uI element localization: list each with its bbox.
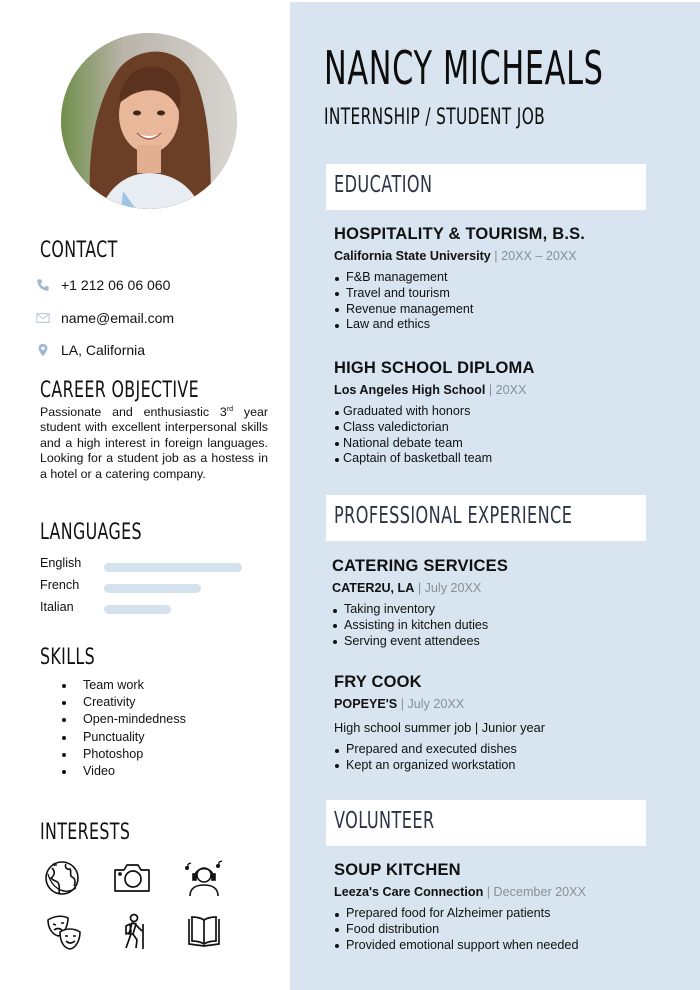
objective-text-part2: year student with excellent interpersonal skills and a high interest in foreign languages. Looking for a student job as a hostess in a hotel or a catering company. <box>40 405 269 481</box>
skill-item: Team work <box>62 677 186 694</box>
entry-date: July 20XX <box>424 581 482 595</box>
entry-title: HIGH SCHOOL DIPLOMA <box>334 359 535 377</box>
contact-phone-text: +1 212 06 06 060 <box>61 277 171 293</box>
experience-entry <box>332 556 652 649</box>
bullet-item: National debate team <box>334 436 654 452</box>
skills-heading: SKILLS <box>40 645 95 670</box>
entry-org-line <box>334 884 654 900</box>
entry-separator: | <box>494 249 498 263</box>
entry-bullets <box>334 906 654 953</box>
main-panel <box>290 2 700 990</box>
entry-separator: | <box>400 697 404 711</box>
entry-bullets <box>332 602 652 649</box>
bullet-item: Graduated with honors <box>334 404 654 420</box>
language-french-bar <box>104 584 201 593</box>
bullet-item: Revenue management <box>334 302 654 318</box>
entry-date: July 20XX <box>407 697 465 711</box>
entry-title: CATERING SERVICES <box>332 557 509 575</box>
entry-org: POPEYE'S <box>334 697 398 711</box>
entry-note: High school summer job | Junior year <box>334 720 546 735</box>
bullet-item: F&B management <box>334 270 654 286</box>
language-french-label: French <box>40 578 80 592</box>
objective-text-part1: Passionate and enthusiastic 3 <box>40 405 227 419</box>
entry-bullets <box>334 270 654 333</box>
entry-title: FRY COOK <box>334 673 422 691</box>
language-italian-bar <box>104 605 171 614</box>
bullet-item: Captain of basketball team <box>334 451 654 467</box>
career-objective-heading: CAREER OBJECTIVE <box>40 378 199 403</box>
career-objective-text <box>40 405 268 482</box>
bullet-item: Taking inventory <box>332 602 652 618</box>
entry-title: HOSPITALITY & TOURISM, B.S. <box>334 225 586 243</box>
bullet-item: Assisting in kitchen duties <box>332 618 652 634</box>
entry-separator: | <box>486 885 491 899</box>
profile-photo-image <box>61 33 237 209</box>
contact-heading: CONTACT <box>40 238 118 263</box>
education-heading: EDUCATION <box>334 172 433 198</box>
contact-location <box>36 342 145 358</box>
music-headphones-icon <box>184 858 224 898</box>
entry-org-line <box>334 382 654 398</box>
bullet-item: Class valedictorian <box>334 420 654 436</box>
skill-item: Open-mindedness <box>62 711 186 728</box>
entry-org-line <box>332 580 652 596</box>
profile-photo <box>61 33 237 209</box>
language-italian-label: Italian <box>40 600 74 614</box>
contact-phone <box>36 277 170 293</box>
entry-separator: | <box>417 581 422 595</box>
languages-heading: LANGUAGES <box>40 520 142 545</box>
entry-separator: | <box>488 383 493 397</box>
left-sidebar <box>0 0 290 990</box>
entry-date: 20XX <box>495 383 527 397</box>
experience-entry <box>334 672 654 774</box>
bullet-item: Provided emotional support when needed <box>334 938 654 954</box>
volunteer-section-header <box>326 800 646 846</box>
phone-icon <box>36 278 50 292</box>
entry-org: Leeza's Care Connection <box>334 885 484 899</box>
entry-bullets <box>334 742 654 774</box>
contact-email-text: name@email.com <box>61 310 175 326</box>
entry-org: CATER2U, LA <box>332 581 415 595</box>
skills-list <box>62 677 186 780</box>
bullet-item: Food distribution <box>334 922 654 938</box>
entry-org-line <box>334 696 654 712</box>
theater-masks-icon <box>44 912 84 952</box>
book-icon <box>184 912 224 952</box>
contact-location-text: LA, California <box>61 342 146 358</box>
skill-item: Photoshop <box>62 746 186 763</box>
skill-item: Video <box>62 763 186 780</box>
language-english-label: English <box>40 556 82 570</box>
volunteer-heading: VOLUNTEER <box>334 808 435 834</box>
skill-item: Punctuality <box>62 729 186 746</box>
candidate-name: NANCY MICHEALS <box>324 41 604 95</box>
education-entry <box>334 358 654 467</box>
skill-item: Creativity <box>62 694 186 711</box>
entry-date: 20XX – 20XX <box>501 249 577 263</box>
education-section-header <box>326 164 646 210</box>
entry-org-line <box>334 248 654 264</box>
contact-email <box>36 310 174 326</box>
experience-section-header <box>326 495 646 541</box>
candidate-subtitle: INTERNSHIP / STUDENT JOB <box>324 105 546 130</box>
volunteer-entry <box>334 860 654 953</box>
bullet-item: Serving event attendees <box>332 634 652 650</box>
email-icon <box>36 311 50 325</box>
bullet-item: Kept an organized workstation <box>334 758 654 774</box>
entry-org: Los Angeles High School <box>334 383 486 397</box>
education-entry <box>334 224 654 333</box>
entry-title: SOUP KITCHEN <box>334 861 461 879</box>
entry-org: California State University <box>334 249 491 263</box>
hiking-icon <box>114 912 154 952</box>
language-english-bar <box>104 563 242 572</box>
camera-icon <box>112 858 152 898</box>
bullet-item: Prepared and executed dishes <box>334 742 654 758</box>
entry-bullets <box>334 404 654 467</box>
bullet-item: Law and ethics <box>334 317 654 333</box>
location-pin-icon <box>36 343 50 357</box>
entry-date: December 20XX <box>493 885 586 899</box>
bullet-item: Travel and tourism <box>334 286 654 302</box>
experience-heading: PROFESSIONAL EXPERIENCE <box>334 503 573 529</box>
globe-travel-icon <box>42 858 82 898</box>
bullet-item: Prepared food for Alzheimer patients <box>334 906 654 922</box>
interests-heading: INTERESTS <box>40 820 131 845</box>
objective-superscript: rd <box>226 406 234 413</box>
